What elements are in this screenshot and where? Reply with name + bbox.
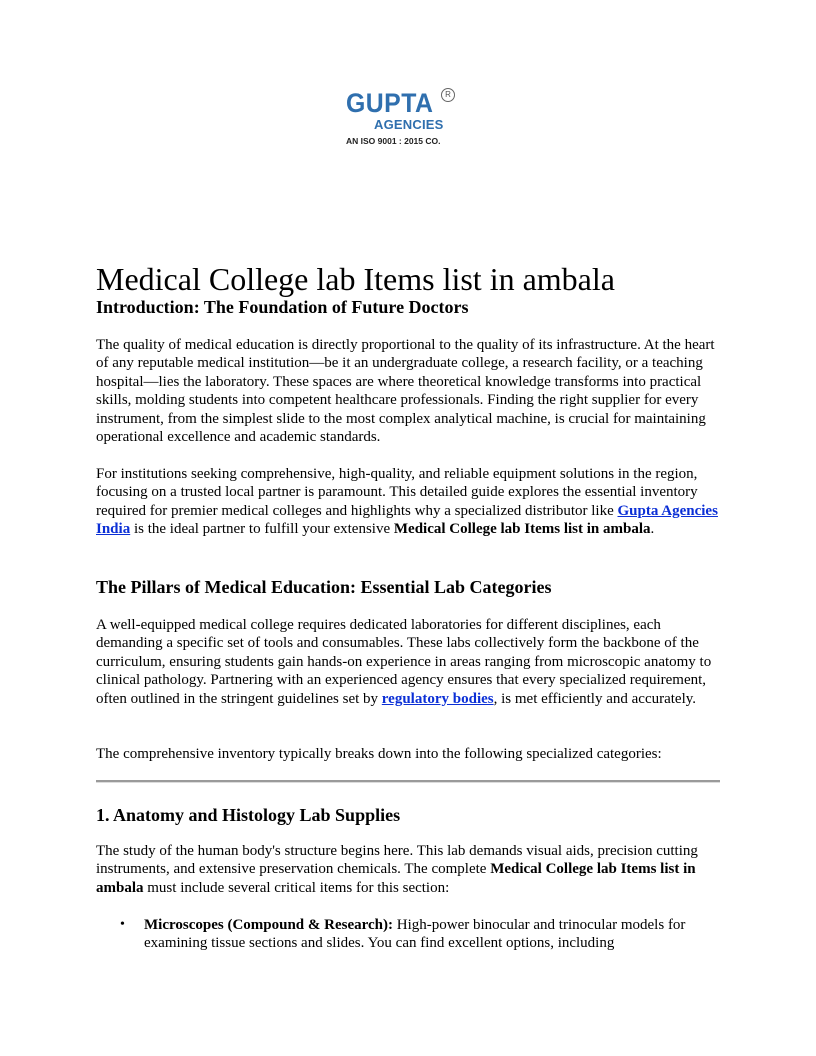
logo-tagline: AN ISO 9001 : 2015 CO. — [346, 136, 441, 146]
regulatory-bodies-link[interactable]: regulatory bodies — [381, 690, 494, 707]
page-title: Medical College lab Items list in ambala — [96, 261, 615, 297]
pillars-heading: The Pillars of Medical Education: Essential Lab Categories — [96, 577, 552, 597]
list-item-bold: Microscopes (Compound & Research): — [144, 917, 394, 933]
partner-text-1: For institutions seeking comprehensive, high-quality, and reliable equipment solutions in the region, focusing on a trusted local partner is paramount. This detailed guide explores the essential inventory required for premier medical colleges and highlights why a specialized distributor like — [96, 466, 698, 519]
partner-text-3: . — [650, 521, 655, 538]
partner-bold-keyword: Medical College lab Items list in ambala — [393, 521, 651, 538]
registered-mark: R — [441, 88, 455, 102]
anatomy-paragraph — [96, 842, 720, 897]
intro-heading: Introduction: The Foundation of Future Doctors — [96, 297, 469, 317]
anatomy-text-1: The study of the human body's structure begins here. This lab demands visual aids, precision cutting instruments, and extensive preservation chemicals. The complete — [96, 843, 698, 878]
anatomy-text-2: must include several critical items for this section: — [143, 879, 450, 896]
bullet-icon: • — [120, 917, 125, 932]
horizontal-divider — [96, 780, 720, 783]
anatomy-bold-keyword: Medical College lab Items list in ambala — [96, 861, 696, 896]
anatomy-items-list — [96, 916, 720, 953]
list-item-text: High-power binocular and trinocular models for examining tissue sections and slides. You can find excellent options, including — [144, 917, 686, 952]
partner-paragraph — [96, 465, 720, 539]
pillars-paragraph — [96, 616, 720, 708]
partner-text-2: is the ideal partner to fulfill your extensive — [130, 521, 394, 538]
logo-sub-text: AGENCIES — [374, 117, 444, 132]
anatomy-heading: 1. Anatomy and Histology Lab Supplies — [96, 805, 401, 825]
gupta-agencies-link[interactable]: Gupta Agencies India — [96, 502, 718, 538]
intro-paragraph: The quality of medical education is directly proportional to the quality of its infrastructure. At the heart of any reputable medical institution—be it an undergraduate college, a research facility, or a teaching hospital—lies the laboratory. These spaces are where theoretical knowledge transforms into practical skills, molding students into competent healthcare professionals. Finding the right supplier for every instrument, from the simplest slide to the most complex analytical machine, is crucial for maintaining operational excellence and academic standards. — [96, 337, 715, 446]
gupta-agencies-logo — [346, 88, 466, 152]
categories-intro-paragraph: The comprehensive inventory typically breaks down into the following specialized categories: — [96, 746, 662, 762]
pillars-text-2: , is met efficiently and accurately. — [493, 690, 697, 707]
pillars-text-1: A well-equipped medical college requires dedicated laboratories for different disciplines, each demanding a specific set of tools and consumables. These labs collectively form the backbone of the curriculum, ensuring students gain hands-on experience in areas ranging from microscopic anatomy to clinical pathology. Partnering with an experienced agency ensures that every specialized requirement, often outlined in the stringent guidelines set by — [96, 617, 712, 707]
logo-brand-text: GUPTA — [346, 88, 434, 118]
list-item — [96, 916, 720, 953]
